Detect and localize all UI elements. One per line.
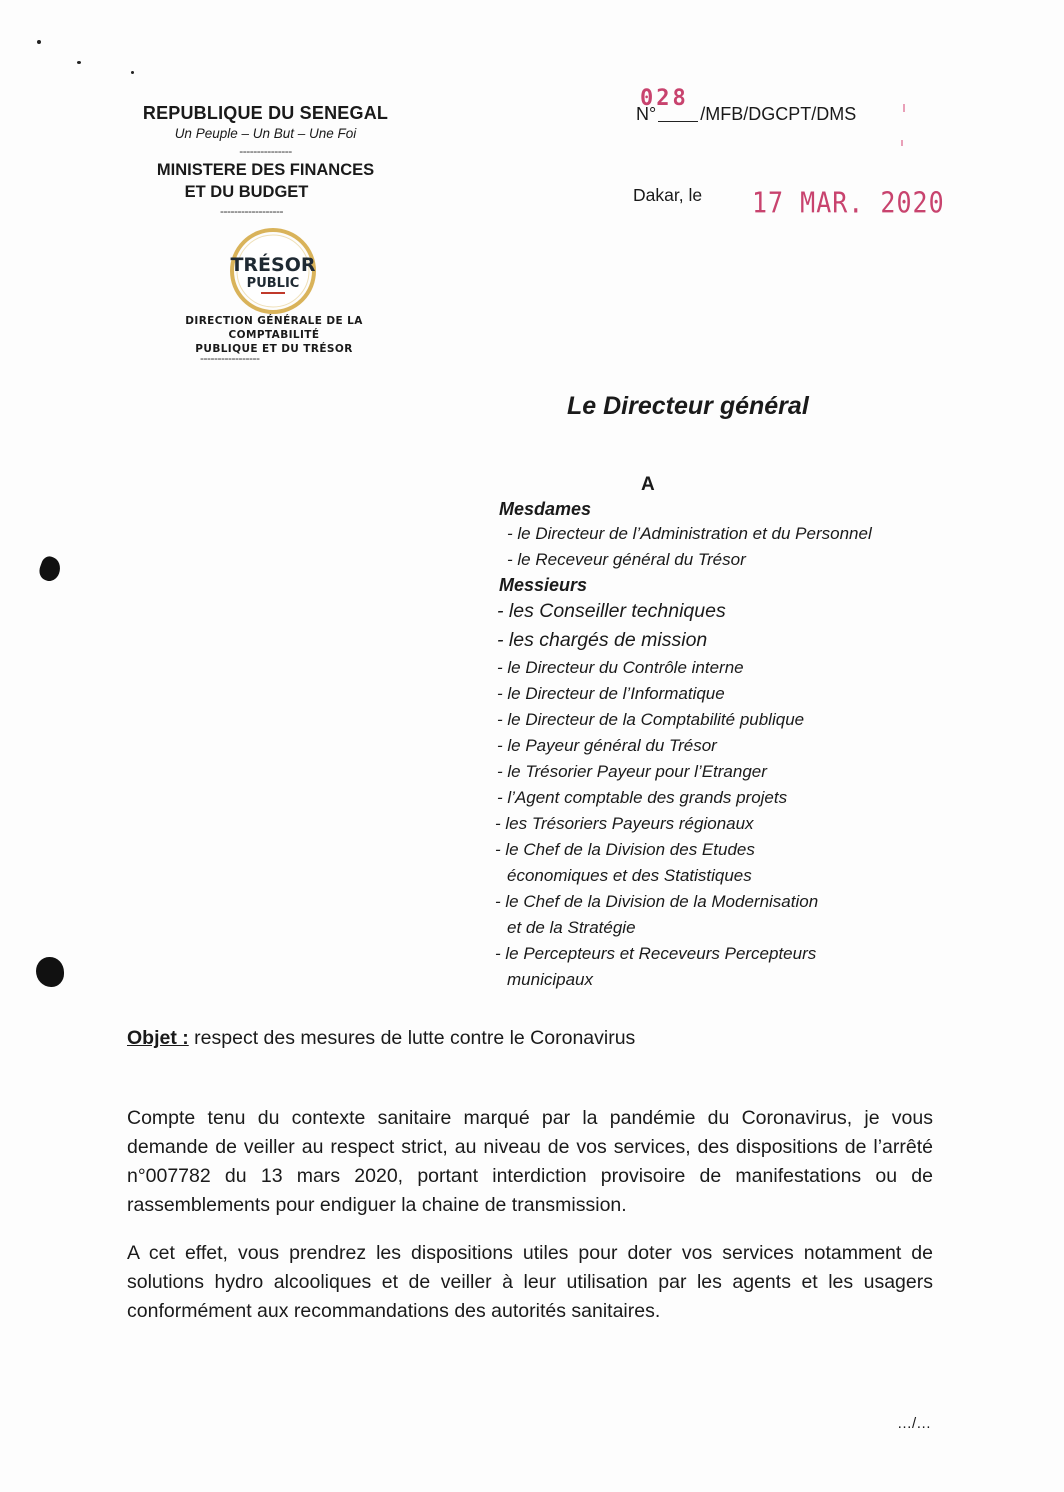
- addressee-item: - le Directeur de l’Administration et du Personnel: [507, 524, 872, 543]
- date-stamp: 17 MAR. 2020: [752, 185, 945, 220]
- binder-hole-mark: [36, 957, 64, 987]
- scan-speck: [131, 71, 134, 74]
- addressee-item: - le Directeur de l’Informatique: [497, 684, 725, 703]
- republic-name: REPUBLIQUE DU SENEGAL: [142, 103, 389, 123]
- direction-line1: DIRECTION GÉNÉRALE DE LA COMPTABILITÉ: [185, 315, 363, 341]
- letter-subject: [127, 1027, 635, 1050]
- national-motto: Un Peuple – Un But – Une Foi: [174, 126, 357, 141]
- stamp-mark: [903, 104, 905, 112]
- tresor-public-logo: [228, 226, 318, 316]
- separator: ------------------: [220, 204, 283, 218]
- scan-blot: [36, 554, 63, 583]
- direction-name: [150, 314, 398, 356]
- body-paragraph: A cet effet, vous prendrez les dispositions utiles pour doter vos services notamment de solutions hydro alcooliques et de veiller à leur utilisation par les agents et les usagers conformément aux recommandations des autorités sanitaires.: [127, 1242, 933, 1322]
- addressee-item-continuation: municipaux: [507, 970, 593, 989]
- addressee-list: [495, 497, 955, 993]
- addressee-item: - les chargés de mission: [497, 629, 708, 651]
- addressee-item: - le Directeur du Contrôle interne: [497, 658, 744, 677]
- separator: -----------------: [200, 351, 260, 365]
- addressee-item: - le Chef de la Division de la Modernisation: [495, 892, 819, 911]
- reference-blank-line: [658, 121, 698, 122]
- addressee-marker: A: [641, 474, 655, 495]
- signatory-title: Le Directeur général: [567, 392, 809, 420]
- addressee-group-title: Mesdames: [499, 499, 592, 519]
- addressee-item: - le Percepteurs et Receveurs Percepteurs: [495, 944, 817, 963]
- addressee-item: - l’Agent comptable des grands projets: [497, 788, 788, 807]
- addressee-item: - le Trésorier Payeur pour l’Etranger: [497, 762, 767, 781]
- addressee-item: - les Conseiller techniques: [497, 600, 726, 622]
- continuation-mark: …/…: [897, 1415, 932, 1432]
- scan-speck: [77, 61, 81, 64]
- stamp-mark: [901, 140, 903, 146]
- addressee-item: - les Trésoriers Payeurs régionaux: [495, 814, 754, 833]
- scan-speck: [37, 40, 41, 44]
- logo-text-bottom: PUBLIC: [246, 276, 300, 291]
- addressee-item-continuation: économiques et des Statistiques: [507, 866, 752, 885]
- body-paragraph: Compte tenu du contexte sanitaire marqué par la pandémie du Coronavirus, je vous demande de veiller au respect strict, au niveau de vos services, des dispositions de l’arrêté n°007782 du 13 mars 2020, portant interdiction provisoire de manifestations ou de rassemblements pour endiguer la chaine de transmission.: [127, 1107, 933, 1216]
- reference-suffix: /MFB/DGCPT/DMS: [700, 104, 857, 124]
- subject-text: respect des mesures de lutte contre le Coronavirus: [194, 1027, 636, 1049]
- addressee-item: - le Payeur général du Trésor: [497, 736, 717, 755]
- reference-stamp: 028: [640, 86, 689, 111]
- date-label: Dakar, le: [633, 185, 703, 205]
- ministry-name-line2: ET DU BUDGET: [184, 183, 309, 201]
- direction-line2: PUBLIQUE ET DU TRÉSOR: [195, 343, 353, 355]
- addressee-item: - le Chef de la Division des Etudes: [495, 840, 755, 859]
- logo-text-top: TRÉSOR: [230, 254, 316, 276]
- reference-prefix: N°: [636, 104, 657, 124]
- addressee-item-continuation: et de la Stratégie: [507, 918, 636, 937]
- letterhead-left: [118, 103, 413, 217]
- addressee-item: - le Receveur général du Trésor: [507, 550, 746, 569]
- addressee-item: - le Directeur de la Comptabilité publique: [497, 710, 805, 729]
- separator: ---------------: [239, 144, 292, 158]
- subject-label: Objet :: [127, 1027, 189, 1049]
- ministry-name-line1: MINISTERE DES FINANCES: [156, 161, 375, 179]
- addressee-group-title: Messieurs: [499, 575, 588, 595]
